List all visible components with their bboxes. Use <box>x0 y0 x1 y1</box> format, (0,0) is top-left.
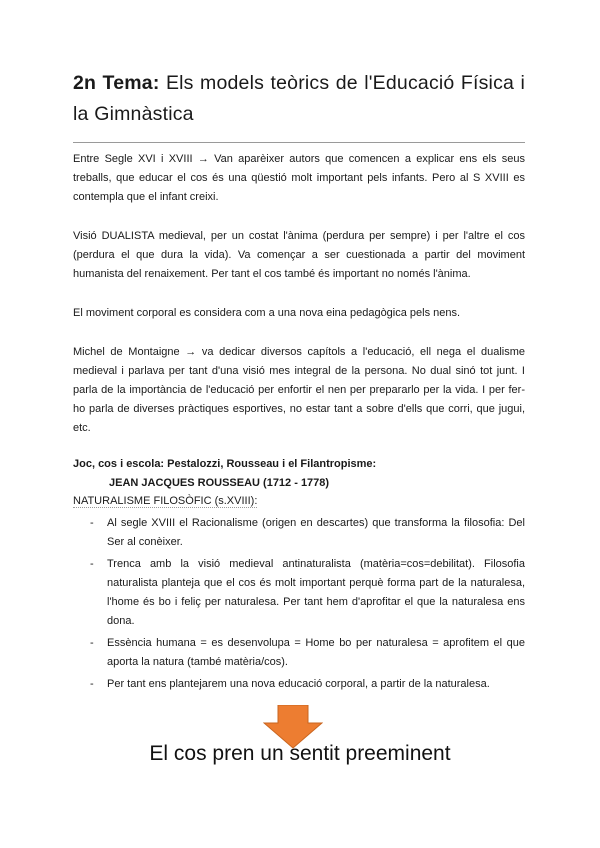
list-item-text: Al segle XVIII el Racionalisme (origen en descartes) que transforma la filosofia: Del Ser al conèixer. <box>107 517 525 548</box>
dash-bullet: - <box>90 678 94 690</box>
title-divider <box>73 142 525 143</box>
page-title <box>73 68 525 130</box>
naturalism-heading <box>73 495 257 507</box>
banner-text: El cos pren un sentit preeminent <box>149 742 451 765</box>
list-item <box>73 634 525 672</box>
list-item-text: Essència humana = es desenvolupa = Home bo per naturalesa = aprofitem el que aporta la natura (també matèria/cos). <box>107 637 525 668</box>
naturalism-label: NATURALISME FILOSÒFIC (s.XVIII): <box>73 495 258 507</box>
title-label: 2n Tema: <box>73 72 160 94</box>
list-item-text: Trenca amb la visió medieval antinaturalista (matèria=cos=debilitat). Filosofia naturalista planteja que el cos és molt important perquè forma part de la naturalesa, l'home és bo i feliç per naturalesa. Per tant hem d'aprofitar el que la naturalesa ens dona. <box>107 558 525 627</box>
list-item-text: Per tant ens plantejarem una nova educació corporal, a partir de la naturalesa. <box>107 678 490 690</box>
list-item <box>73 555 525 631</box>
dash-bullet: - <box>90 637 94 649</box>
list-item <box>73 514 525 552</box>
section-subheading: JEAN JACQUES ROUSSEAU (1712 - 1778) <box>109 477 330 489</box>
paragraph-3: El moviment corporal es considera com a una nova eina pedagògica pels nens. <box>73 307 461 319</box>
title-text: Els models teòrics de l'Educació Física i la Gimnàstica <box>73 72 525 125</box>
paragraph-1: Entre Segle XVI i XVIII → Van aparèixer autors que comencen a explicar ens els seus treballs, que educar el cos és una qüestió molt important pels infants. Pero al S XVIII es contempla que el infant creixi. <box>73 153 525 203</box>
paragraph-4: Michel de Montaigne → va dedicar diversos capítols a l'educació, ell nega el dualisme medieval i parlava per tant d'una visió mes integral de la persona. No dual sinó tot junt. I parla de la importància de l'educació per enfortir el nen per prepararlo per la vida. I per fer-ho parla de diverses pràctiques esportives, no estar tant a sobre d'ells que corri, que jugui, etc. <box>73 346 525 434</box>
bullet-list <box>73 514 525 697</box>
dash-bullet: - <box>90 517 94 529</box>
section-heading: Joc, cos i escola: Pestalozzi, Rousseau i el Filantropisme: <box>73 458 377 470</box>
paragraph-2: Visió DUALISTA medieval, per un costat l'ànima (perdura per sempre) i per l'altre el cos (perdura el que dura la vida). Va començar a ser cuestionada a partir del moviment humanista del renaixement. Per tant el cos també és important no només l'ànima. <box>73 230 525 280</box>
dash-bullet: - <box>90 558 94 570</box>
list-item <box>73 675 525 694</box>
